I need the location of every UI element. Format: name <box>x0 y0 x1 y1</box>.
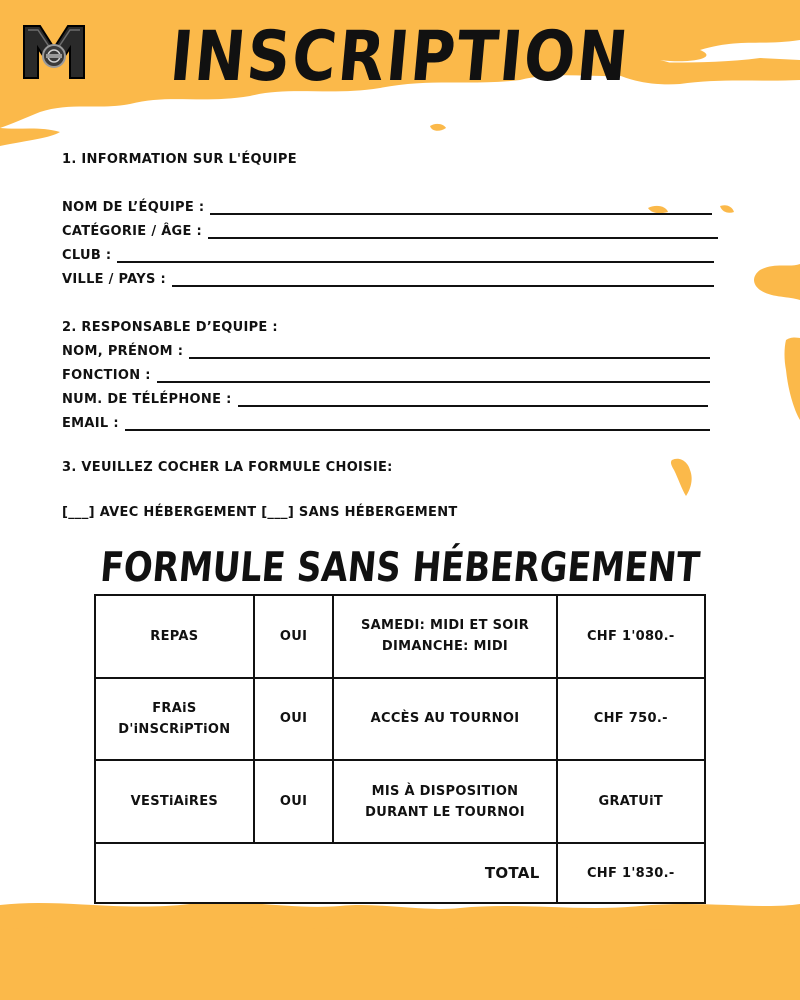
table-cell-included: OUI <box>254 760 334 843</box>
section-team-info-heading: 1. INFORMATION SUR L'ÉQUIPE <box>62 152 297 167</box>
category-line[interactable] <box>208 225 718 239</box>
table-row-locker-rooms <box>95 760 705 843</box>
city-country-label: VILLE / PAYS : <box>62 272 166 287</box>
table-cell-price: GRATUiT <box>557 760 705 843</box>
table-cell-price: CHF 1'080.- <box>557 595 705 678</box>
city-country-field[interactable] <box>62 272 714 287</box>
table-row-registration <box>95 678 705 761</box>
formula-table <box>94 594 706 904</box>
table-cell-item: VESTiAiRES <box>95 760 254 843</box>
manager-role-field[interactable] <box>62 368 710 383</box>
total-value: CHF 1'830.- <box>557 843 705 903</box>
club-label: CLUB : <box>62 248 112 263</box>
table-cell-details: ACCÈS AU TOURNOI <box>333 678 556 761</box>
manager-phone-label: NUM. DE TÉLÉPHONE : <box>62 392 232 407</box>
manager-role-label: FONCTION : <box>62 368 151 383</box>
table-cell-included: OUI <box>254 595 334 678</box>
team-name-label: NOM DE L’ÉQUIPE : <box>62 200 205 215</box>
club-line[interactable] <box>117 249 714 263</box>
formula-title: FORMULE SANS HÉBERGEMENT <box>98 544 702 592</box>
manager-phone-line[interactable] <box>238 393 708 407</box>
manager-name-line[interactable] <box>189 345 710 359</box>
category-label: CATÉGORIE / ÂGE : <box>62 224 203 239</box>
manager-email-line[interactable] <box>125 417 710 431</box>
manager-role-line[interactable] <box>157 369 710 383</box>
section-team-manager-heading: 2. RESPONSABLE D’EQUIPE : <box>62 320 278 335</box>
team-name-field[interactable] <box>62 200 712 215</box>
table-row-meals <box>95 595 705 678</box>
formula-choice-options[interactable]: [___] AVEC HÉBERGEMENT [___] SANS HÉBERGEMENT <box>62 505 458 520</box>
table-cell-included: OUI <box>254 678 334 761</box>
city-country-line[interactable] <box>172 273 714 287</box>
manager-name-field[interactable] <box>62 344 710 359</box>
manager-phone-field[interactable] <box>62 392 708 407</box>
club-field[interactable] <box>62 248 714 263</box>
team-name-line[interactable] <box>210 201 712 215</box>
page-title: INSCRIPTION <box>166 16 634 98</box>
manager-email-field[interactable] <box>62 416 710 431</box>
manager-name-label: NOM, PRÉNOM : <box>62 344 184 359</box>
table-cell-item: REPAS <box>95 595 254 678</box>
table-row-total <box>95 843 705 903</box>
category-field[interactable] <box>62 224 718 239</box>
table-cell-details: SAMEDI: MIDI ET SOIR DIMANCHE: MIDI <box>333 595 556 678</box>
manager-email-label: EMAIL : <box>62 416 119 431</box>
section-formula-heading: 3. VEUILLEZ COCHER LA FORMULE CHOISIE: <box>62 460 393 475</box>
table-cell-details: MIS À DISPOSITION DURANT LE TOURNOI <box>333 760 556 843</box>
total-label: TOTAL <box>95 843 557 903</box>
table-cell-price: CHF 750.- <box>557 678 705 761</box>
table-cell-item: FRAiS D'iNSCRiPTiON <box>95 678 254 761</box>
